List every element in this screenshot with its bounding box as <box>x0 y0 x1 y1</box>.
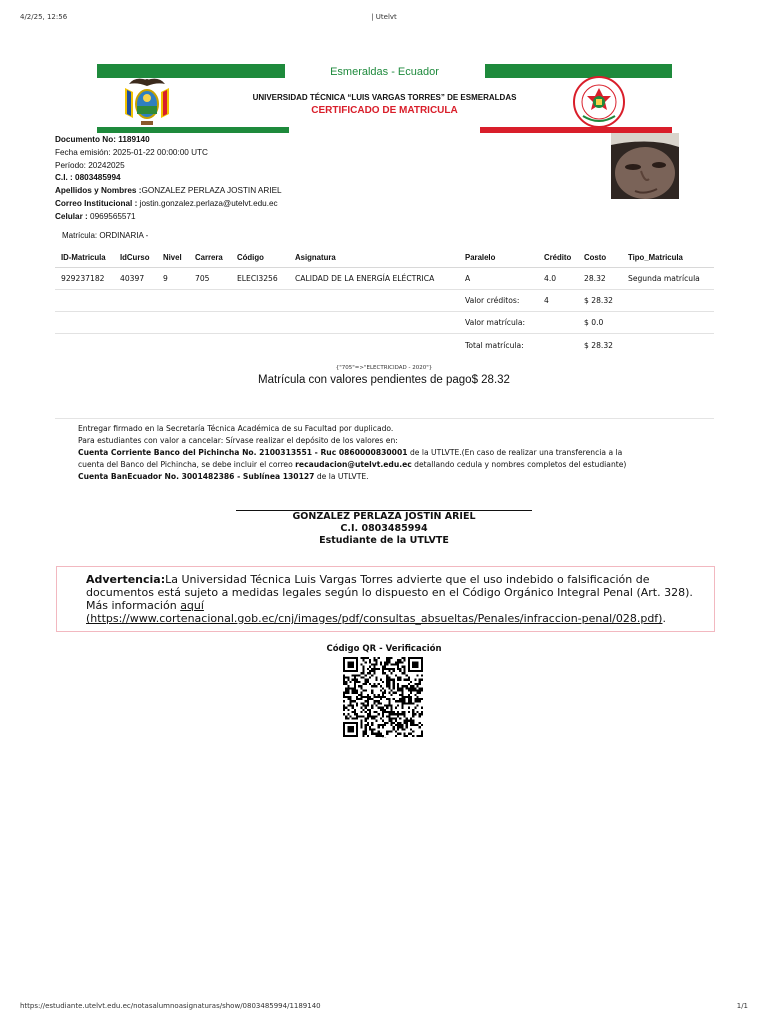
print-header <box>20 13 748 25</box>
fecha-value: 2025-01-22 00:00:00 UTC <box>112 147 208 157</box>
documento-value: 1189140 <box>118 135 150 144</box>
cell-paralelo: A <box>465 274 471 283</box>
banner-city: Esmeraldas - Ecuador <box>330 66 439 78</box>
table-row <box>55 268 714 290</box>
print-footer <box>20 1002 748 1014</box>
celular-label: Celular : <box>55 211 88 221</box>
instruction-line-4: cuenta del Banco del Pichincha, se debe incluir el correo recaudacion@utelvt.edu.ec detallando cedula y nombres completos del estudiante) <box>78 460 627 469</box>
section-divider <box>55 418 714 419</box>
student-photo <box>611 133 679 199</box>
signature-ci: C.I. 0803485994 <box>340 523 428 534</box>
periodo-value: 20242025 <box>88 160 125 170</box>
warning-text: La Universidad Técnica Luis Vargas Torres advierte que el uso indebido o falsificación de documentos está sujeto a medidas legales según lo dispuesto en el Código Orgánico Integral Penal (Art. 328). Más información <box>86 573 693 612</box>
header-nivel: Nivel <box>163 253 182 262</box>
valor-matricula-value: $ 0.0 <box>584 318 604 327</box>
header-id-matricula: ID-Matricula <box>61 253 106 262</box>
header-paralelo: Paralelo <box>465 253 496 262</box>
cell-id-matricula: 929237182 <box>61 274 105 283</box>
cell-asignatura: CALIDAD DE LA ENERGÍA ELÉCTRICA <box>295 274 435 283</box>
matricula-value: ORDINARIA - <box>99 231 149 240</box>
payment-instructions <box>78 423 708 483</box>
career-note: {"705"=>"ELECTRICIDAD - 2020"} <box>335 365 433 371</box>
correo-value: jostin.gonzalez.perlaza@utelvt.edu.ec <box>139 198 278 208</box>
valor-creditos-label: Valor créditos: <box>465 296 520 305</box>
cell-idcurso: 40397 <box>120 274 145 283</box>
header-idcurso: IdCurso <box>120 253 150 262</box>
total-matricula-value: $ 28.32 <box>584 340 613 350</box>
ci-label: C.I. : <box>55 173 73 183</box>
valor-creditos-count: 4 <box>544 296 549 305</box>
documento-row <box>55 134 555 147</box>
banecuador-account: Cuenta BanEcuador No. 3001482386 - Sublínea 130127 <box>78 472 315 481</box>
university-banner <box>97 64 672 133</box>
matricula-type-row <box>62 231 148 240</box>
recaudacion-email: recaudacion@utelvt.edu.ec <box>295 460 412 469</box>
valor-creditos-value: $ 28.32 <box>584 296 613 305</box>
header-carrera: Carrera <box>195 253 223 262</box>
cell-credito: 4.0 <box>544 274 557 283</box>
header-asignatura: Asignatura <box>295 253 336 262</box>
qr-caption: --- <box>381 735 387 740</box>
cell-nivel: 9 <box>163 274 168 283</box>
instruction-line-5: Cuenta BanEcuador No. 3001482386 - Sublínea 130127 de la UTLVTE. <box>78 472 369 481</box>
warning-link[interactable]: aquí <box>180 599 204 612</box>
legal-warning-box: Advertencia:La Universidad Técnica Luis Vargas Torres advierte que el uso indebido o falsificación de documentos está sujeto a medidas legales según lo dispuesto en el Código Orgánico Integral Penal (Art. 328). Más información aquí (https://www.cortenacional.gob.ec/cnj/images/pdf/consultas_absueltas/Penales/infraccion-penal/028.pdf). <box>56 566 715 632</box>
enrollment-table <box>55 248 714 356</box>
correo-row <box>55 198 555 211</box>
celular-row <box>55 211 555 224</box>
warning-title: Advertencia: <box>86 573 166 586</box>
instruction-line-1: Entregar firmado en la Secretaría Técnica Académica de su Facultad por duplicado. <box>78 424 394 433</box>
ci-value: 0803485994 <box>75 173 121 183</box>
instruction-line-3: Cuenta Corriente Banco del Pichincha No. 2100313551 - Ruc 0860000830001 de la UTLVTE.(En caso de realizar una transferencia a la <box>78 448 623 457</box>
signature-name: GONZALEZ PERLAZA JOSTIN ARIEL <box>292 511 476 522</box>
documento-label: Documento No: <box>55 135 116 144</box>
header-tipo-matricula: Tipo_Matricula <box>628 253 683 262</box>
signature-role: Estudiante de la UTLVTE <box>319 535 449 546</box>
periodo-row <box>55 160 555 173</box>
header-credito: Crédito <box>544 253 572 262</box>
cell-tipo-matricula: Segunda matrícula <box>628 274 700 283</box>
celular-value: 0969565571 <box>90 211 136 221</box>
verification-qr-code[interactable] <box>343 657 423 737</box>
qr-title: Código QR - Verificación <box>326 644 442 654</box>
total-matricula-label: Total matrícula: <box>465 340 524 350</box>
warning-link-url[interactable]: (https://www.cortenacional.gob.ec/cnj/images/pdf/consultas_absueltas/Penales/infraccion-penal/028.pdf) <box>86 612 663 625</box>
table-header-row <box>55 248 714 268</box>
matricula-label: Matrícula: <box>62 231 98 240</box>
print-url: https://estudiante.utelvt.edu.ec/notasalumnoasignaturas/show/0803485994/1189140 <box>20 1002 321 1010</box>
valor-matricula-row <box>55 312 714 334</box>
valor-matricula-label: Valor matrícula: <box>465 318 526 327</box>
banner-university-name: UNIVERSIDAD TÉCNICA “LUIS VARGAS TORRES” DE ESMERALDAS <box>252 93 517 102</box>
header-codigo: Código <box>237 253 264 262</box>
periodo-label: Período: <box>55 160 86 170</box>
cell-costo: 28.32 <box>584 274 606 283</box>
fecha-row <box>55 147 555 160</box>
correo-label: Correo Institucional : <box>55 198 138 208</box>
pending-payment-text: Matrícula con valores pendientes de pago$ 28.32 <box>258 374 510 386</box>
cell-carrera: 705 <box>195 274 210 283</box>
nombres-value: GONZALEZ PERLAZA JOSTIN ARIEL <box>141 186 282 196</box>
valor-creditos-row <box>55 290 714 312</box>
cell-codigo: ELECI3256 <box>237 274 278 283</box>
student-info <box>55 134 555 224</box>
university-seal-icon <box>573 76 625 128</box>
pichincha-account: Cuenta Corriente Banco del Pichincha No. 2100313551 - Ruc 0860000830001 <box>78 448 408 457</box>
instruction-line-2: Para estudiantes con valor a cancelar: Sírvase realizar el depósito de los valores en: <box>78 436 398 445</box>
nombres-label: Apellidos y Nombres : <box>55 186 142 196</box>
print-page-count: 1/1 <box>736 1002 748 1010</box>
print-datetime: 4/2/25, 12:56 <box>20 13 68 21</box>
header-costo: Costo <box>584 253 607 262</box>
ecuador-coat-of-arms-icon <box>121 74 173 128</box>
print-tab-title: | Utelvt <box>371 13 397 21</box>
total-matricula-row <box>55 334 714 356</box>
fecha-label: Fecha emisión: <box>55 147 111 157</box>
ci-row <box>55 172 555 185</box>
nombres-row <box>55 185 555 198</box>
banner-certificate-title: CERTIFICADO DE MATRICULA <box>311 105 458 116</box>
